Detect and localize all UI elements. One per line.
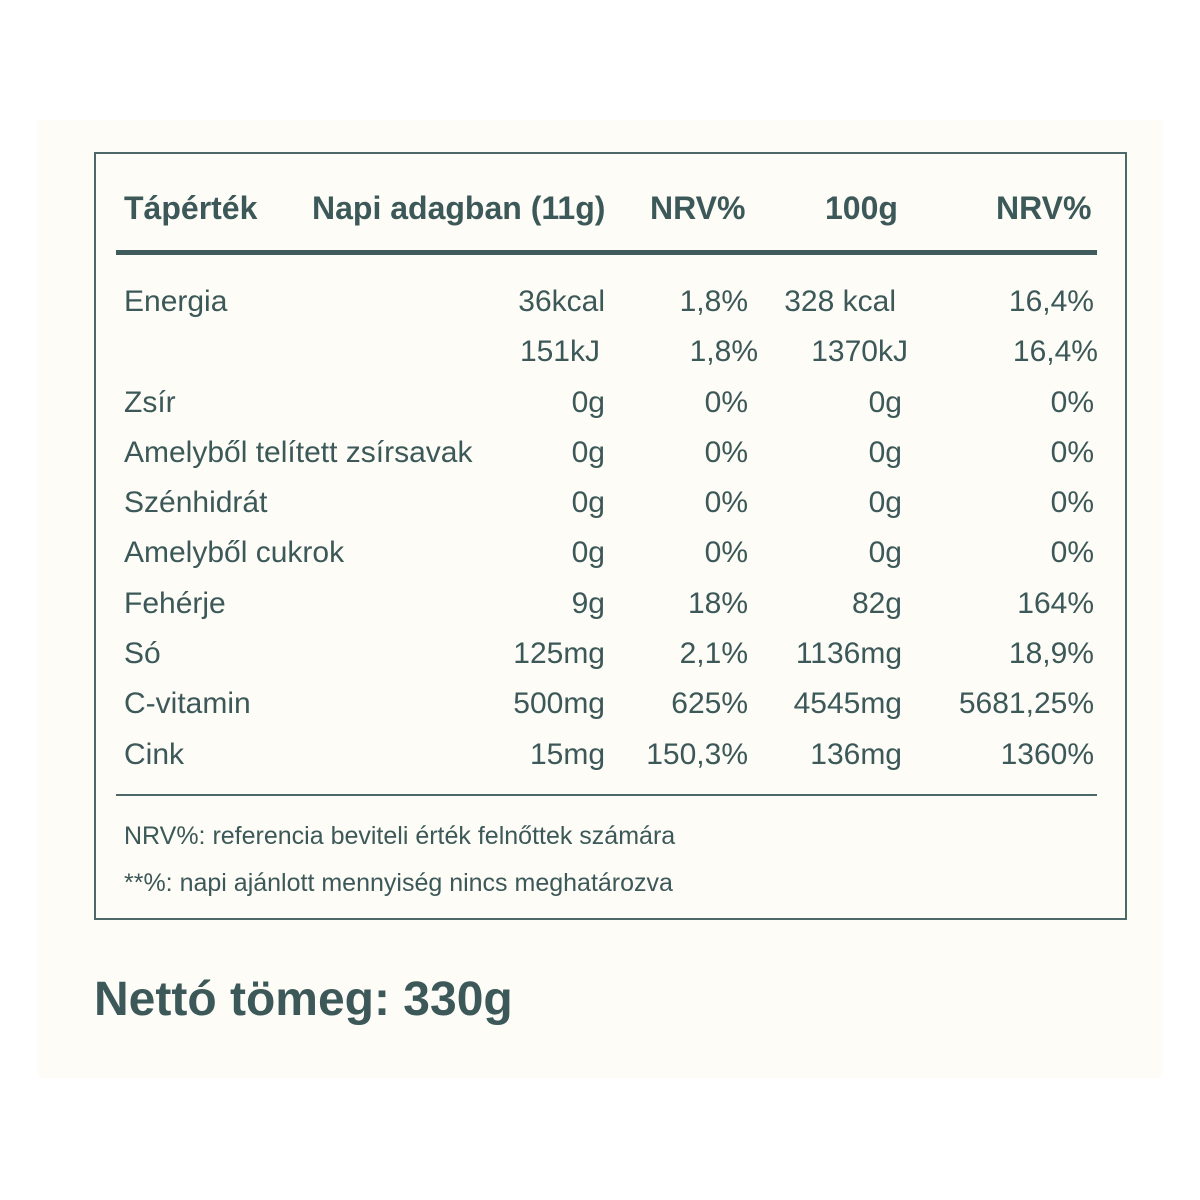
serving-value: 15mg xyxy=(529,737,605,771)
per100-value: 4545mg xyxy=(793,687,902,721)
nutrient-name: Szénhidrát xyxy=(124,486,268,520)
serving-value: 9g xyxy=(571,586,605,620)
serving-nrv: 625% xyxy=(671,687,748,721)
per100-nrv: 1360% xyxy=(1000,737,1094,771)
table-row xyxy=(0,381,1200,431)
per100-value: 0g xyxy=(868,385,902,419)
per100-nrv: 16,4% xyxy=(1008,285,1094,318)
serving-nrv: 0% xyxy=(704,536,748,570)
footer-divider xyxy=(116,794,1097,796)
serving-value: 0g xyxy=(571,435,605,469)
net-weight: Nettó tömeg: 330g xyxy=(94,973,513,1026)
serving-nrv: 1,8% xyxy=(689,335,758,369)
table-row xyxy=(0,280,1200,330)
serving-nrv: 0% xyxy=(704,385,748,419)
serving-nrv: 1,8% xyxy=(679,285,748,318)
per100-value: 1370kJ xyxy=(811,335,908,369)
header-serving: Napi adagban (11g) xyxy=(312,190,606,226)
per100-value: 1136mg xyxy=(795,637,902,671)
nutrient-name: Só xyxy=(124,637,161,671)
table-row xyxy=(0,431,1200,481)
per100-nrv: 0% xyxy=(1050,435,1094,469)
serving-nrv: 2,1% xyxy=(679,637,748,671)
per100-value: 328 kcal xyxy=(784,285,896,318)
header-divider xyxy=(116,250,1097,255)
serving-value: 500mg xyxy=(513,687,605,721)
nutrient-name: Fehérje xyxy=(124,586,226,620)
serving-value: 151kJ xyxy=(519,335,600,369)
serving-value: 0g xyxy=(571,385,605,419)
table-row xyxy=(0,733,1200,783)
not-determined-note: **%: napi ajánlott mennyiség nincs meghatározva xyxy=(124,869,673,897)
per100-nrv: 164% xyxy=(1017,586,1094,620)
table-row xyxy=(0,531,1200,581)
per100-nrv: 5681,25% xyxy=(958,687,1094,721)
nutrient-name: Amelyből telített zsírsavak xyxy=(124,435,473,469)
serving-value: 36kcal xyxy=(518,285,605,318)
header-nutrient: Tápérték xyxy=(124,190,258,226)
per100-nrv: 0% xyxy=(1050,486,1094,520)
per100-nrv: 18,9% xyxy=(1008,637,1094,671)
header-nrv-serving: NRV% xyxy=(650,190,746,226)
serving-nrv: 18% xyxy=(687,586,748,620)
header-per-100g: 100g xyxy=(825,190,898,226)
nrv-note: NRV%: referencia beviteli érték felnőttek számára xyxy=(124,822,676,850)
table-row xyxy=(0,330,1200,380)
nutrition-rows xyxy=(0,280,1200,783)
nutrient-name: Zsír xyxy=(124,385,176,419)
per100-value: 136mg xyxy=(810,737,902,771)
nutrient-name: Amelyből cukrok xyxy=(124,536,345,570)
per100-value: 0g xyxy=(868,536,902,570)
nutrient-name: Energia xyxy=(124,285,228,318)
serving-value: 125mg xyxy=(513,637,605,671)
serving-value: 0g xyxy=(571,486,605,520)
serving-nrv: 0% xyxy=(704,435,748,469)
serving-nrv: 0% xyxy=(704,486,748,520)
serving-nrv: 150,3% xyxy=(646,737,748,771)
table-row xyxy=(0,582,1200,632)
table-row xyxy=(0,682,1200,732)
per100-nrv: 0% xyxy=(1050,385,1094,419)
serving-value: 0g xyxy=(571,536,605,570)
table-row xyxy=(0,481,1200,531)
per100-value: 0g xyxy=(868,435,902,469)
per100-nrv: 0% xyxy=(1050,536,1094,570)
per100-nrv: 16,4% xyxy=(1012,335,1098,369)
header-nrv-100g: NRV% xyxy=(996,190,1092,226)
table-row xyxy=(0,632,1200,682)
nutrient-name: Cink xyxy=(124,737,185,771)
nutrient-name: C-vitamin xyxy=(124,687,251,721)
per100-value: 0g xyxy=(868,486,902,520)
per100-value: 82g xyxy=(851,586,902,620)
